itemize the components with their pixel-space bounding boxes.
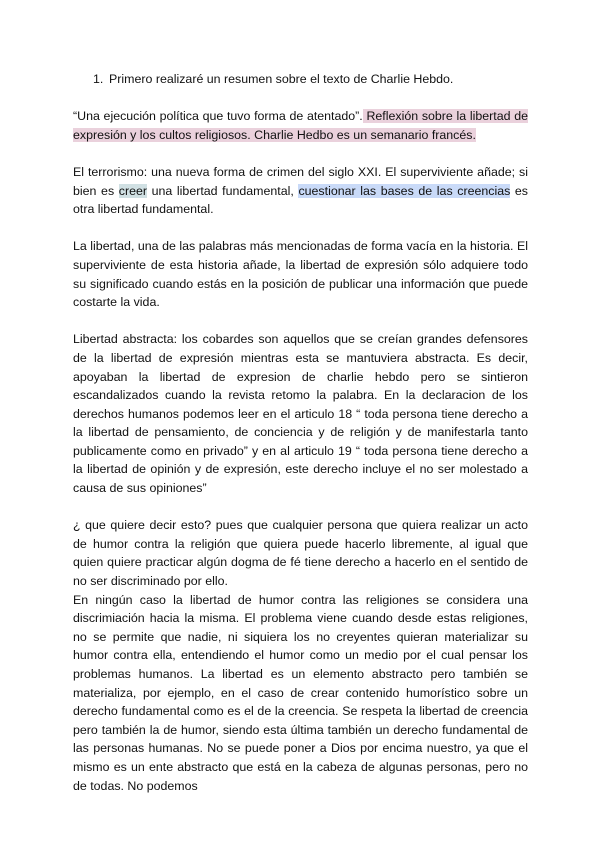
paragraph-quote-summary — [73, 107, 528, 144]
highlighted-reflection: Reflexión sobre la libertad de expresión y los cultos religiosos. Charlie Hedbo es un semanario francés. — [73, 109, 528, 142]
paragraph-question: ¿ que quiere decir esto? pues que cualquier persona que quiera realizar un acto de humor contra la religión que quiera puede hacerlo libremente, al igual que quien quiere practicar algún dogma de fé tiene derecho a hacerlo en el sentido de no ser discriminado por ello. — [73, 518, 528, 589]
list-item-heading — [93, 70, 528, 89]
spacer — [73, 219, 528, 238]
terrorism-text-b: una libertad fundamental, — [147, 183, 299, 198]
paragraph-humor: En ningún caso la libertad de humor contra las religiones se considera una discrimiación hacia la misma. El problema viene cuando desde estas religiones, no se permite que nadie, ni siquiera los no creyentes quieran materializar su humor contra ella, entendiendo el humor como un medio por el cual pensar los problemas humanos. La libertad es un elemento abstracto pero también se materializa, por ejemplo, en el caso de crear contenido humorístico sobre un derecho fundamental como es el de la creencia. Se respeta la libertad de creencia pero también la de humor, siendo esta última también un derecho fundamental de las personas humanas. No se puede poner a Dios por encima nuestro, ya que el mismo es un ente abstracto que está en la cabeza de algunas personas, pero no de todas. No podemos — [73, 592, 528, 793]
highlighted-cuestionar: cuestionar las bases de las creencias — [298, 183, 511, 198]
highlighted-word-creer: creer — [118, 183, 147, 198]
quote-text: “Una ejecución política que tuvo forma de atentado”. — [73, 109, 363, 124]
paragraph-terrorism — [73, 163, 528, 219]
spacer — [73, 312, 528, 331]
list-number: 1. — [93, 72, 104, 86]
paragraph-libertad-abstracta: Libertad abstracta: los cobardes son aquellos que se creían grandes defensores de la libertad de expresión mientras esta se mantuviera abstracta. Es decir, apoyaban la libertad de expresion de charlie hebdo pero se sintieron escandalizados cuando la revista retomo la palabra. En la declaracion de los derechos humanos podemos leer en el articulo 18 “ toda persona tiene derecho a la libertad de pensamiento, de conciencia y de religión y de manifestarla tanto publicamente como en privado” y en al articulo 19 “ toda persona tiene derecho a la libertad de opinión y de expresión, este derecho incluye el no ser molestado a causa de sus opiniones” — [73, 332, 528, 496]
spacer — [73, 144, 528, 163]
spacer — [73, 89, 528, 108]
paragraph-libertad: La libertad, una de las palabras más mencionadas de forma vacía en la historia. El superviviente de esta historia añade, la libertad de expresión sólo adquiere todo su significado cuando estás en la posición de publicar una información que puede costarte la vida. — [73, 239, 528, 310]
terrorism-text-a: El terrorismo: una nueva forma de crimen del siglo XXI. El superviviente añade; si bien es — [73, 164, 528, 198]
heading-text: Primero realizaré un resumen sobre el texto de Charlie Hebdo. — [109, 72, 454, 86]
document-page — [73, 70, 528, 795]
spacer — [73, 498, 528, 517]
terrorism-text-c: es otra libertad fundamental. — [73, 183, 529, 217]
